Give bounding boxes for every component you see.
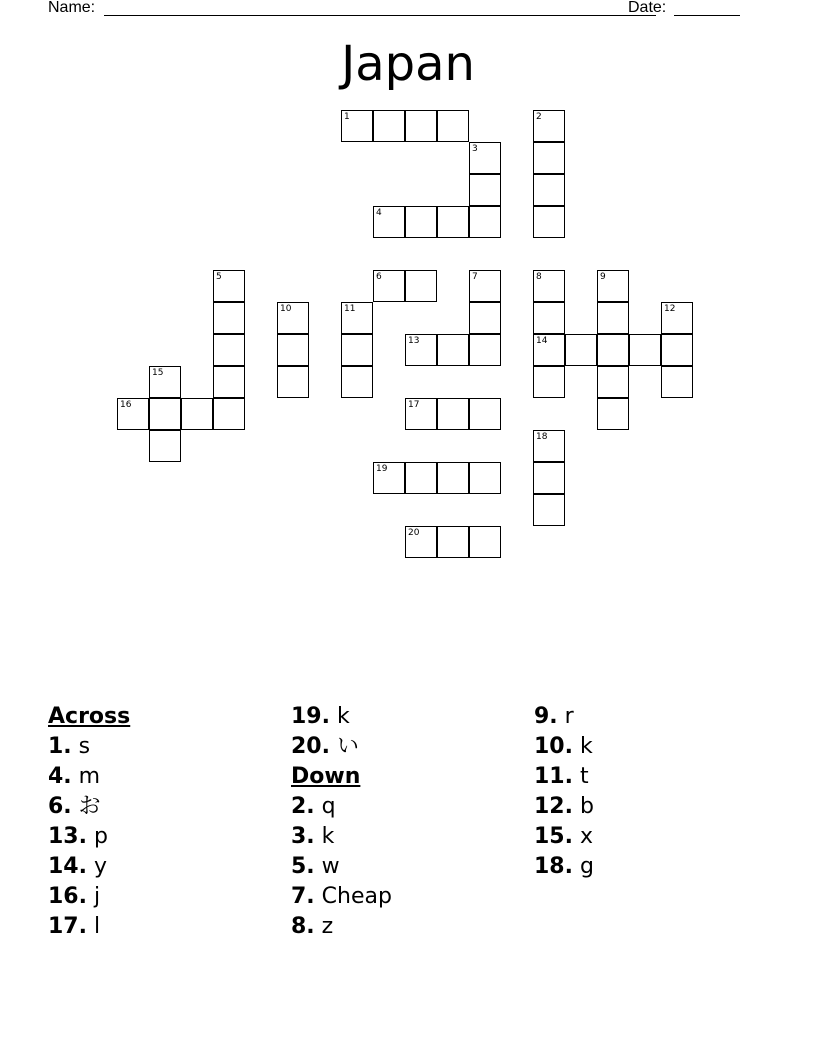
grid-cell[interactable]: [565, 334, 597, 366]
clue-item: [48, 822, 288, 852]
grid-cell[interactable]: [597, 398, 629, 430]
grid-cell[interactable]: [437, 462, 469, 494]
grid-cell[interactable]: [405, 462, 437, 494]
clue-item: [291, 882, 531, 912]
clue-number: 20.: [291, 734, 330, 759]
clue-number: 4.: [48, 764, 72, 789]
grid-cell[interactable]: [629, 334, 661, 366]
clue-number: 14.: [48, 854, 87, 879]
grid-cell[interactable]: [277, 366, 309, 398]
clue-number: 8.: [291, 914, 315, 939]
clue-text: x: [579, 824, 594, 849]
clue-item: [534, 762, 774, 792]
grid-cell[interactable]: [533, 494, 565, 526]
grid-cell[interactable]: [469, 462, 501, 494]
grid-cell[interactable]: [437, 110, 469, 142]
grid-cell[interactable]: [533, 430, 565, 462]
grid-cell[interactable]: [469, 302, 501, 334]
grid-cell[interactable]: [373, 110, 405, 142]
grid-cell[interactable]: [213, 302, 245, 334]
grid-cell[interactable]: [533, 366, 565, 398]
clue-text: g: [579, 854, 594, 879]
clue-item: [534, 822, 774, 852]
cell-number: 2: [536, 112, 542, 122]
clue-number: 19.: [291, 704, 330, 729]
grid-cell[interactable]: [469, 270, 501, 302]
clue-number: 6.: [48, 794, 72, 819]
grid-cell[interactable]: [533, 174, 565, 206]
grid-cell[interactable]: [373, 462, 405, 494]
grid-cell[interactable]: [437, 526, 469, 558]
date-label: Date:: [628, 0, 667, 16]
clue-text: s: [78, 734, 91, 759]
cell-number: 19: [376, 464, 388, 474]
clue-text: q: [321, 794, 336, 819]
puzzle-title: Japan: [341, 36, 475, 92]
grid-cell[interactable]: [277, 302, 309, 334]
grid-cell[interactable]: [533, 142, 565, 174]
grid-cell[interactable]: [181, 398, 213, 430]
cell-number: 7: [472, 272, 478, 282]
clue-text: m: [78, 764, 101, 789]
clue-text: y: [93, 854, 108, 879]
cell-number: 10: [280, 304, 292, 314]
across-heading: Across: [48, 704, 131, 729]
grid-cell[interactable]: [597, 366, 629, 398]
clue-item: [291, 912, 531, 942]
grid-cell[interactable]: [405, 526, 437, 558]
clue-text: Cheap: [321, 884, 392, 909]
clues-column-2: [291, 702, 531, 942]
grid-cell[interactable]: [469, 174, 501, 206]
clue-item: [48, 732, 288, 762]
clue-text: w: [321, 854, 340, 879]
grid-cell[interactable]: [405, 206, 437, 238]
grid-cell[interactable]: [405, 110, 437, 142]
clue-text: お: [78, 794, 101, 819]
cell-number: 4: [376, 208, 382, 218]
clue-text: k: [336, 704, 350, 729]
grid-cell[interactable]: [437, 398, 469, 430]
grid-cell[interactable]: [597, 270, 629, 302]
clue-number: 2.: [291, 794, 315, 819]
cell-number: 18: [536, 432, 548, 442]
clue-number: 17.: [48, 914, 87, 939]
grid-cell[interactable]: [341, 302, 373, 334]
grid-cell[interactable]: [469, 206, 501, 238]
clue-item: [534, 702, 774, 732]
clue-text: い: [336, 734, 359, 759]
clue-item: [48, 792, 288, 822]
grid-cell[interactable]: [533, 206, 565, 238]
grid-cell[interactable]: [437, 206, 469, 238]
grid-cell[interactable]: [661, 334, 693, 366]
grid-cell[interactable]: [373, 270, 405, 302]
cell-number: 5: [216, 272, 222, 282]
cell-number: 16: [120, 400, 132, 410]
clue-text: b: [579, 794, 594, 819]
grid-cell[interactable]: [469, 398, 501, 430]
grid-cell[interactable]: [661, 366, 693, 398]
clue-item: [534, 852, 774, 882]
grid-cell[interactable]: [597, 302, 629, 334]
clue-text: l: [93, 914, 101, 939]
clues-column-1: [48, 702, 288, 942]
grid-cell[interactable]: [437, 334, 469, 366]
grid-cell[interactable]: [149, 430, 181, 462]
grid-cell[interactable]: [405, 398, 437, 430]
grid-cell[interactable]: [213, 270, 245, 302]
cell-number: 3: [472, 144, 478, 154]
clue-number: 10.: [534, 734, 573, 759]
clue-text: p: [93, 824, 108, 849]
grid-cell[interactable]: [469, 142, 501, 174]
cell-number: 14: [536, 336, 548, 346]
cell-number: 13: [408, 336, 420, 346]
clue-number: 3.: [291, 824, 315, 849]
clue-text: t: [579, 764, 589, 789]
clue-item: [291, 792, 531, 822]
cell-number: 20: [408, 528, 420, 538]
grid-cell[interactable]: [533, 302, 565, 334]
clue-number: 1.: [48, 734, 72, 759]
grid-cell[interactable]: [597, 334, 629, 366]
grid-cell[interactable]: [213, 398, 245, 430]
cell-number: 11: [344, 304, 356, 314]
clue-item: [534, 732, 774, 762]
grid-cell[interactable]: [117, 398, 149, 430]
clue-item: [534, 792, 774, 822]
clue-text: z: [321, 914, 334, 939]
grid-cell[interactable]: [277, 334, 309, 366]
clue-item: [48, 882, 288, 912]
clue-number: 11.: [534, 764, 573, 789]
clue-text: r: [564, 704, 574, 729]
grid-cell[interactable]: [533, 334, 565, 366]
grid-cell[interactable]: [661, 302, 693, 334]
grid-cell[interactable]: [469, 526, 501, 558]
clue-item: [291, 732, 531, 762]
clue-number: 13.: [48, 824, 87, 849]
grid-cell[interactable]: [469, 334, 501, 366]
cell-number: 17: [408, 400, 420, 410]
clue-number: 12.: [534, 794, 573, 819]
clue-number: 5.: [291, 854, 315, 879]
grid-cell[interactable]: [405, 334, 437, 366]
clue-item: [291, 852, 531, 882]
clues-column-3: [534, 702, 774, 882]
clue-number: 7.: [291, 884, 315, 909]
clue-number: 15.: [534, 824, 573, 849]
clue-item: [291, 702, 531, 732]
grid-cell[interactable]: [373, 206, 405, 238]
clue-item: [48, 852, 288, 882]
down-heading: Down: [291, 764, 361, 789]
cell-number: 12: [664, 304, 676, 314]
clue-number: 16.: [48, 884, 87, 909]
cell-number: 6: [376, 272, 382, 282]
name-label: Name:: [48, 0, 96, 16]
grid-cell[interactable]: [533, 462, 565, 494]
clue-text: k: [579, 734, 593, 759]
clue-item: [48, 762, 288, 792]
grid-cell[interactable]: [533, 110, 565, 142]
clue-text: j: [93, 884, 101, 909]
clue-item: [291, 822, 531, 852]
clue-text: k: [321, 824, 335, 849]
cell-number: 1: [344, 112, 350, 122]
grid-cell[interactable]: [213, 334, 245, 366]
grid-cell[interactable]: [405, 270, 437, 302]
grid-cell[interactable]: [213, 366, 245, 398]
grid-cell[interactable]: [149, 398, 181, 430]
grid-cell[interactable]: [341, 366, 373, 398]
clue-number: 18.: [534, 854, 573, 879]
grid-cell[interactable]: [149, 366, 181, 398]
cell-number: 8: [536, 272, 542, 282]
cell-number: 15: [152, 368, 164, 378]
clue-item: [48, 912, 288, 942]
grid-cell[interactable]: [533, 270, 565, 302]
cell-number: 9: [600, 272, 606, 282]
grid-cell[interactable]: [341, 110, 373, 142]
grid-cell[interactable]: [341, 334, 373, 366]
clue-number: 9.: [534, 704, 558, 729]
